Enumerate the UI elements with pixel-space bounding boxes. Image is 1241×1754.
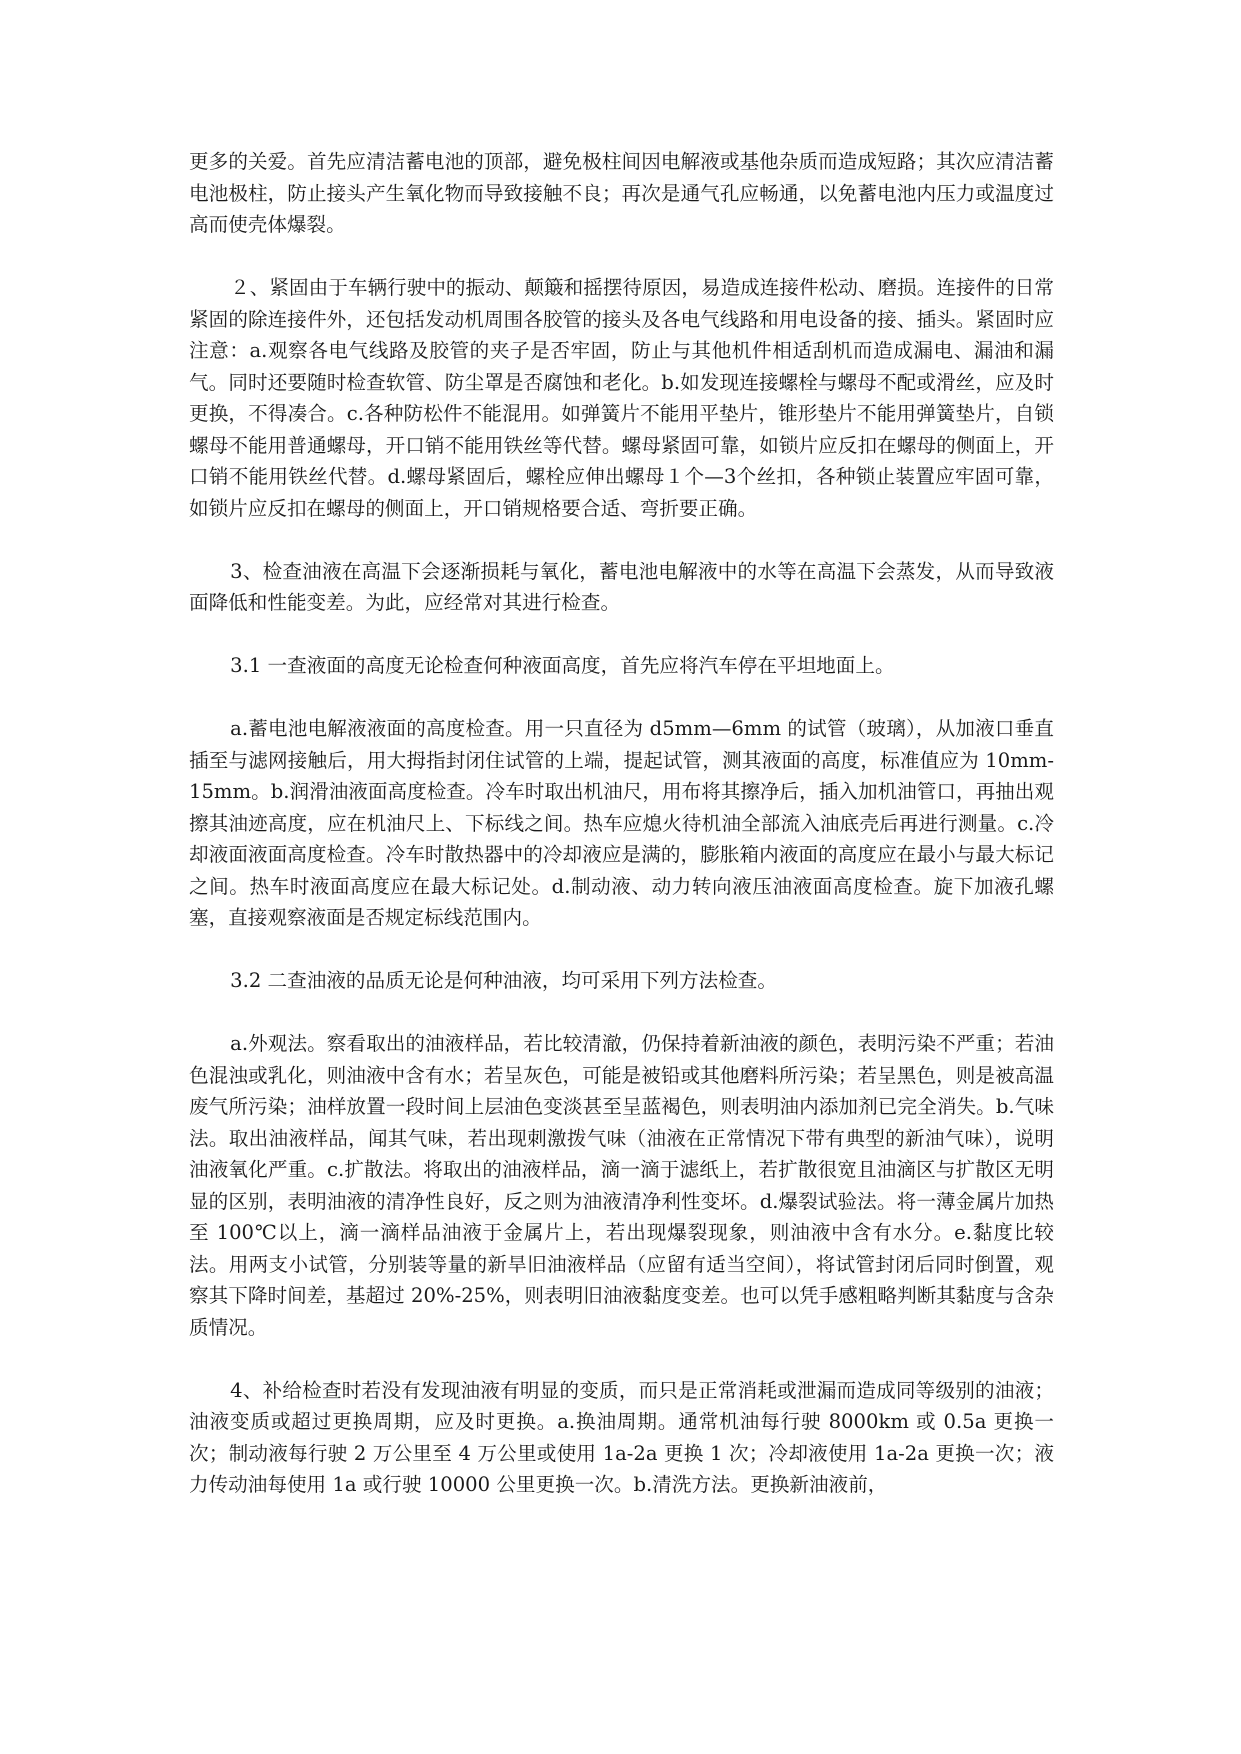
paragraph-fluid-check: 3、检查油液在高温下会逐渐损耗与氧化，蓄电池电解液中的水等在高温下会蒸发，从而导致液面降低和性能变差。为此，应经常对其进行检查。	[189, 559, 1054, 614]
paragraph-quality-check-heading: 3.2 二查油液的品质无论是何种油液，均可采用下列方法检查。	[230, 969, 777, 992]
paragraph-fastening: ２、紧固由于车辆行驶中的振动、颠簸和摇摆待原因，易造成连接件松动、磨损。连接件的日常紧固的除连接件外，还包括发动机周围各胶管的接头及各电气线路和用电设备的接、插头。紧固时应注意：a.观察各电气线路及胶管的夹子是否牢固，防止与其他机件相适刮机而造成漏电、漏油和漏气。同时还要随时检查软管、防尘罩是否腐蚀和老化。b.如发现连接螺栓与螺母不配或滑丝，应及时更换，不得凑合。c.各种防松件不能混用。如弹簧片不能用平垫片，锥形垫片不能用弹簧垫片，自锁螺母不能用普通螺母，开口销不能用铁丝等代替。螺母紧固可靠，如锁片应反扣在螺母的侧面上，开口销不能用铁丝代替。d.螺母紧固后，螺栓应伸出螺母１个—3个丝扣，各种锁止装置应牢固可靠，如锁片应反扣在螺母的侧面上，开口销规格要合适、弯折要正确。	[189, 276, 1054, 520]
document-page	[189, 146, 1054, 1532]
paragraph-quality-check-details: a.外观法。察看取出的油液样品，若比较清澈，仍保持着新油液的颜色，表明污染不严重；若油色混浊或乳化，则油液中含有水；若呈灰色，可能是被铅或其他磨料所污染；若呈黑色，则是被高温废气所污染；油样放置一段时间上层油色变淡甚至呈蓝褐色，则表明油内添加剂已完全消失。b.气味法。取出油液样品，闻其气味，若出现刺激拨气味（油液在正常情况下带有典型的新油气味），说明油液氧化严重。c.扩散法。将取出的油液样品，滴一滴于滤纸上，若扩散很宽且油滴区与扩散区无明显的区别，表明油液的清净性良好，反之则为油液清净利性变坏。d.爆裂试验法。将一薄金属片加热至 100℃以上，滴一滴样品油液于金属片上，若出现爆裂现象，则油液中含有水分。e.黏度比较法。用两支小试管，分别装等量的新旱旧油液样品（应留有适当空间），将试管封闭后同时倒置，观察其下降时间差，基超过 20%-25%，则表明旧油液黏度变差。也可以凭手感粗略判断其黏度与含杂质情况。	[189, 1032, 1054, 1339]
paragraph-level-check-heading: 3.1 一查液面的高度无论检查何种液面高度，首先应将汽车停在平坦地面上。	[230, 654, 895, 677]
paragraph-battery-cleaning: 更多的关爱。首先应清洁蓄电池的顶部，避免极柱间因电解液或基他杂质而造成短路；其次应清洁蓄电池极柱，防止接头产生氧化物而导致接触不良；再次是通气孔应畅通，以免蓄电池内压力或温度过高而使壳体爆裂。	[189, 150, 1054, 236]
paragraph-level-check-details: a.蓄电池电解液液面的高度检查。用一只直径为 d5mm—6mm 的试管（玻璃），从加液口垂直插至与滤网接触后，用大拇指封闭住试管的上端，提起试管，测其液面的高度，标准值应为 10mm-15mm。b.润滑油液面高度检查。冷车时取出机油尺，用布将其擦净后，插入加机油管口，再抽出观擦其油迹高度，应在机油尺上、下标线之间。热车应熄火待机油全部流入油底壳后再进行测量。c.冷却液面液面高度检查。冷车时散热器中的冷却液应是满的，膨胀箱内液面的高度应在最小与最大标记之间。热车时液面高度应在最大标记处。d.制动液、动力转向液压油液面高度检查。旋下加液孔螺塞，直接观察液面是否规定标线范围内。	[189, 717, 1054, 929]
paragraph-replenish: 4、补给检查时若没有发现油液有明显的变质，而只是正常消耗或泄漏而造成同等级别的油液；油液变质或超过更换周期，应及时更换。a.换油周期。通常机油每行驶 8000km 或 0.5a 更换一次；制动液每行驶 2 万公里至 4 万公里或使用 1a-2a 更换 1 次；冷却液使用 1a-2a 更换一次；液力传动油每使用 1a 或行驶 10000 公里更换一次。b.清洗方法。更换新油液前，	[189, 1378, 1054, 1496]
